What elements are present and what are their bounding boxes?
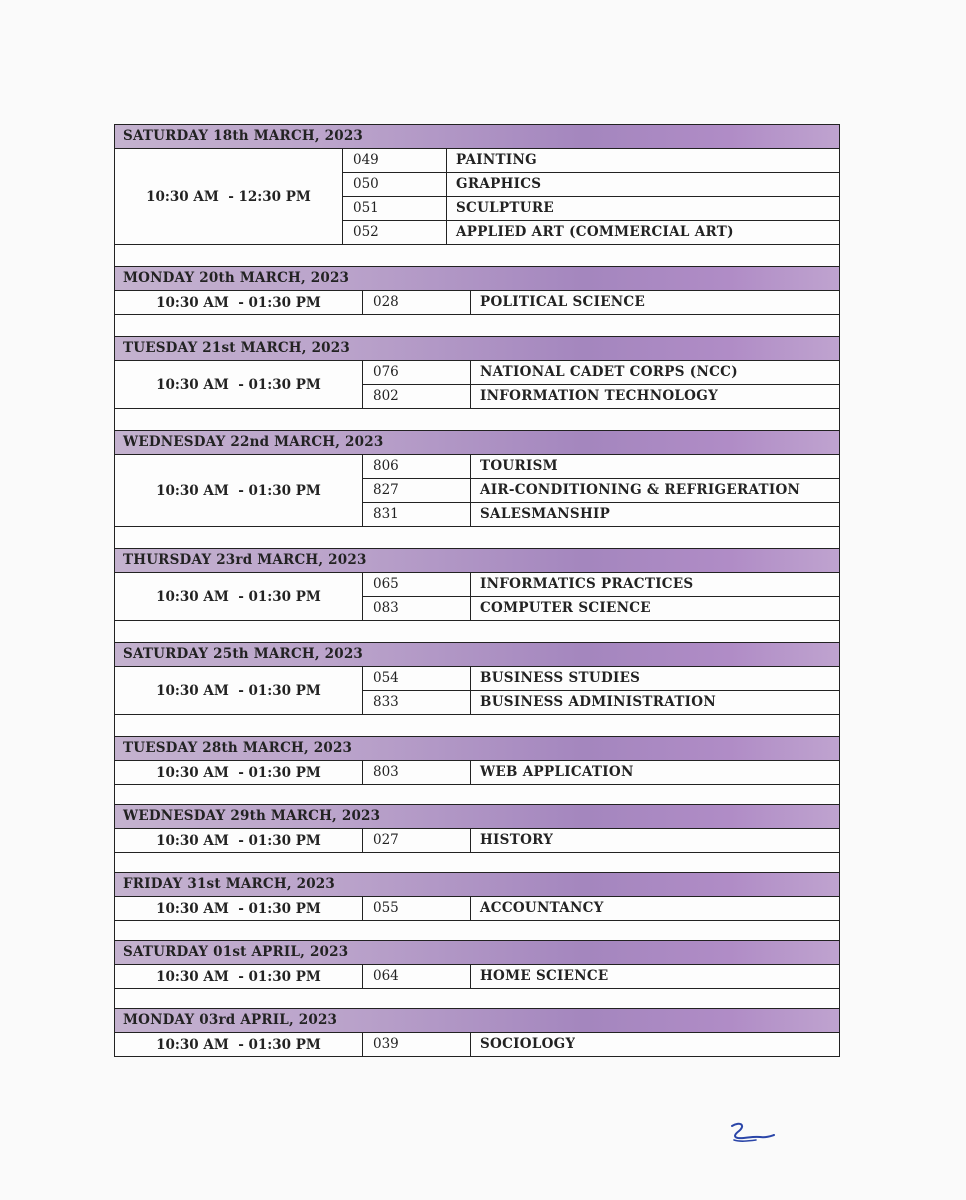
subject-row — [363, 897, 839, 920]
subject-code: 065 — [363, 573, 471, 596]
subject-list — [363, 1033, 839, 1056]
spacer-row — [115, 245, 839, 267]
subject-list — [363, 965, 839, 988]
subject-name: BUSINESS STUDIES — [480, 670, 641, 686]
exam-day-rows — [115, 455, 839, 527]
subject-list — [363, 761, 839, 784]
subject-name: SCULPTURE — [456, 200, 554, 216]
subject-list — [363, 897, 839, 920]
exam-date-header: MONDAY 20th MARCH, 2023 — [115, 267, 839, 291]
subject-code: 052 — [343, 221, 447, 244]
subject-row — [363, 573, 839, 597]
subject-list — [363, 573, 839, 620]
subject-code: 806 — [363, 455, 471, 478]
exam-time: 10:30 AM - 12:30 PM — [115, 149, 343, 244]
exam-day-block — [115, 873, 839, 941]
subject-name: GRAPHICS — [456, 176, 542, 192]
subject-name: COMPUTER SCIENCE — [480, 600, 651, 616]
subject-list — [363, 829, 839, 852]
subject-code: 054 — [363, 667, 471, 690]
exam-date-header: FRIDAY 31st MARCH, 2023 — [115, 873, 839, 897]
exam-day-rows — [115, 965, 839, 989]
spacer-row — [115, 409, 839, 431]
subject-name: TOURISM — [480, 458, 558, 474]
subject-name: HISTORY — [480, 832, 554, 848]
subject-row — [343, 221, 839, 244]
subject-code: 027 — [363, 829, 471, 852]
subject-code: 050 — [343, 173, 447, 196]
subject-row — [363, 597, 839, 620]
subject-row — [363, 965, 839, 988]
exam-day-block — [115, 643, 839, 737]
subject-row — [363, 291, 839, 314]
exam-day-block — [115, 805, 839, 873]
exam-day-rows — [115, 573, 839, 621]
spacer-row — [115, 315, 839, 337]
spacer-row — [115, 989, 839, 1009]
exam-day-rows — [115, 761, 839, 785]
exam-time: 10:30 AM - 01:30 PM — [115, 761, 363, 784]
subject-row — [363, 503, 839, 526]
exam-time: 10:30 AM - 01:30 PM — [115, 1033, 363, 1056]
signature-mark — [726, 1120, 778, 1146]
exam-date-header: THURSDAY 23rd MARCH, 2023 — [115, 549, 839, 573]
subject-code: 051 — [343, 197, 447, 220]
subject-name: AIR-CONDITIONING & REFRIGERATION — [480, 482, 801, 498]
exam-date-header: SATURDAY 01st APRIL, 2023 — [115, 941, 839, 965]
subject-list — [363, 455, 839, 526]
spacer-row — [115, 621, 839, 643]
subject-code: 039 — [363, 1033, 471, 1056]
exam-day-block — [115, 431, 839, 549]
subject-list — [363, 361, 839, 408]
subject-row — [363, 761, 839, 784]
spacer-row — [115, 527, 839, 549]
subject-row — [363, 1033, 839, 1056]
subject-name: ACCOUNTANCY — [480, 900, 604, 916]
exam-time: 10:30 AM - 01:30 PM — [115, 829, 363, 852]
subject-row — [363, 455, 839, 479]
subject-name: HOME SCIENCE — [480, 968, 609, 984]
exam-date-header: TUESDAY 28th MARCH, 2023 — [115, 737, 839, 761]
exam-day-block — [115, 549, 839, 643]
exam-time: 10:30 AM - 01:30 PM — [115, 897, 363, 920]
subject-code: 076 — [363, 361, 471, 384]
exam-time: 10:30 AM - 01:30 PM — [115, 291, 363, 314]
subject-row — [363, 385, 839, 408]
exam-day-rows — [115, 361, 839, 409]
spacer-row — [115, 921, 839, 941]
subject-name: INFORMATICS PRACTICES — [480, 576, 694, 592]
subject-name: SOCIOLOGY — [480, 1036, 576, 1052]
exam-day-rows — [115, 829, 839, 853]
subject-code: 083 — [363, 597, 471, 620]
exam-date-header: SATURDAY 25th MARCH, 2023 — [115, 643, 839, 667]
subject-code: 827 — [363, 479, 471, 502]
exam-day-block — [115, 737, 839, 805]
exam-time: 10:30 AM - 01:30 PM — [115, 667, 363, 714]
subject-code: 064 — [363, 965, 471, 988]
subject-row — [363, 667, 839, 691]
subject-name: WEB APPLICATION — [480, 764, 634, 780]
exam-date-header: SATURDAY 18th MARCH, 2023 — [115, 125, 839, 149]
exam-day-rows — [115, 897, 839, 921]
subject-list — [363, 291, 839, 314]
exam-day-block — [115, 941, 839, 1009]
subject-code: 803 — [363, 761, 471, 784]
exam-time: 10:30 AM - 01:30 PM — [115, 965, 363, 988]
subject-row — [343, 173, 839, 197]
subject-code: 831 — [363, 503, 471, 526]
exam-day-block — [115, 337, 839, 431]
exam-day-rows — [115, 667, 839, 715]
exam-day-block — [115, 125, 839, 267]
exam-date-header: WEDNESDAY 22nd MARCH, 2023 — [115, 431, 839, 455]
subject-name: BUSINESS ADMINISTRATION — [480, 694, 716, 710]
exam-day-block — [115, 267, 839, 337]
subject-row — [363, 361, 839, 385]
subject-name: NATIONAL CADET CORPS (NCC) — [480, 364, 738, 380]
subject-name: APPLIED ART (COMMERCIAL ART) — [456, 224, 734, 240]
subject-name: POLITICAL SCIENCE — [480, 294, 646, 310]
exam-schedule-table — [114, 124, 840, 1057]
exam-time: 10:30 AM - 01:30 PM — [115, 573, 363, 620]
exam-day-rows — [115, 291, 839, 315]
subject-name: INFORMATION TECHNOLOGY — [480, 388, 719, 404]
subject-row — [343, 149, 839, 173]
exam-date-header: WEDNESDAY 29th MARCH, 2023 — [115, 805, 839, 829]
spacer-row — [115, 853, 839, 873]
exam-day-rows — [115, 1033, 839, 1057]
subject-code: 802 — [363, 385, 471, 408]
spacer-row — [115, 785, 839, 805]
exam-time: 10:30 AM - 01:30 PM — [115, 361, 363, 408]
exam-date-header: MONDAY 03rd APRIL, 2023 — [115, 1009, 839, 1033]
exam-time: 10:30 AM - 01:30 PM — [115, 455, 363, 526]
subject-name: PAINTING — [456, 152, 537, 168]
exam-date-header: TUESDAY 21st MARCH, 2023 — [115, 337, 839, 361]
spacer-row — [115, 715, 839, 737]
exam-day-rows — [115, 149, 839, 245]
subject-code: 055 — [363, 897, 471, 920]
exam-day-block — [115, 1009, 839, 1057]
subject-list — [363, 667, 839, 714]
subject-row — [363, 829, 839, 852]
subject-code: 049 — [343, 149, 447, 172]
subject-row — [363, 479, 839, 503]
subject-name: SALESMANSHIP — [480, 506, 611, 522]
subject-row — [363, 691, 839, 714]
subject-list — [343, 149, 839, 244]
subject-row — [343, 197, 839, 221]
subject-code: 028 — [363, 291, 471, 314]
subject-code: 833 — [363, 691, 471, 714]
